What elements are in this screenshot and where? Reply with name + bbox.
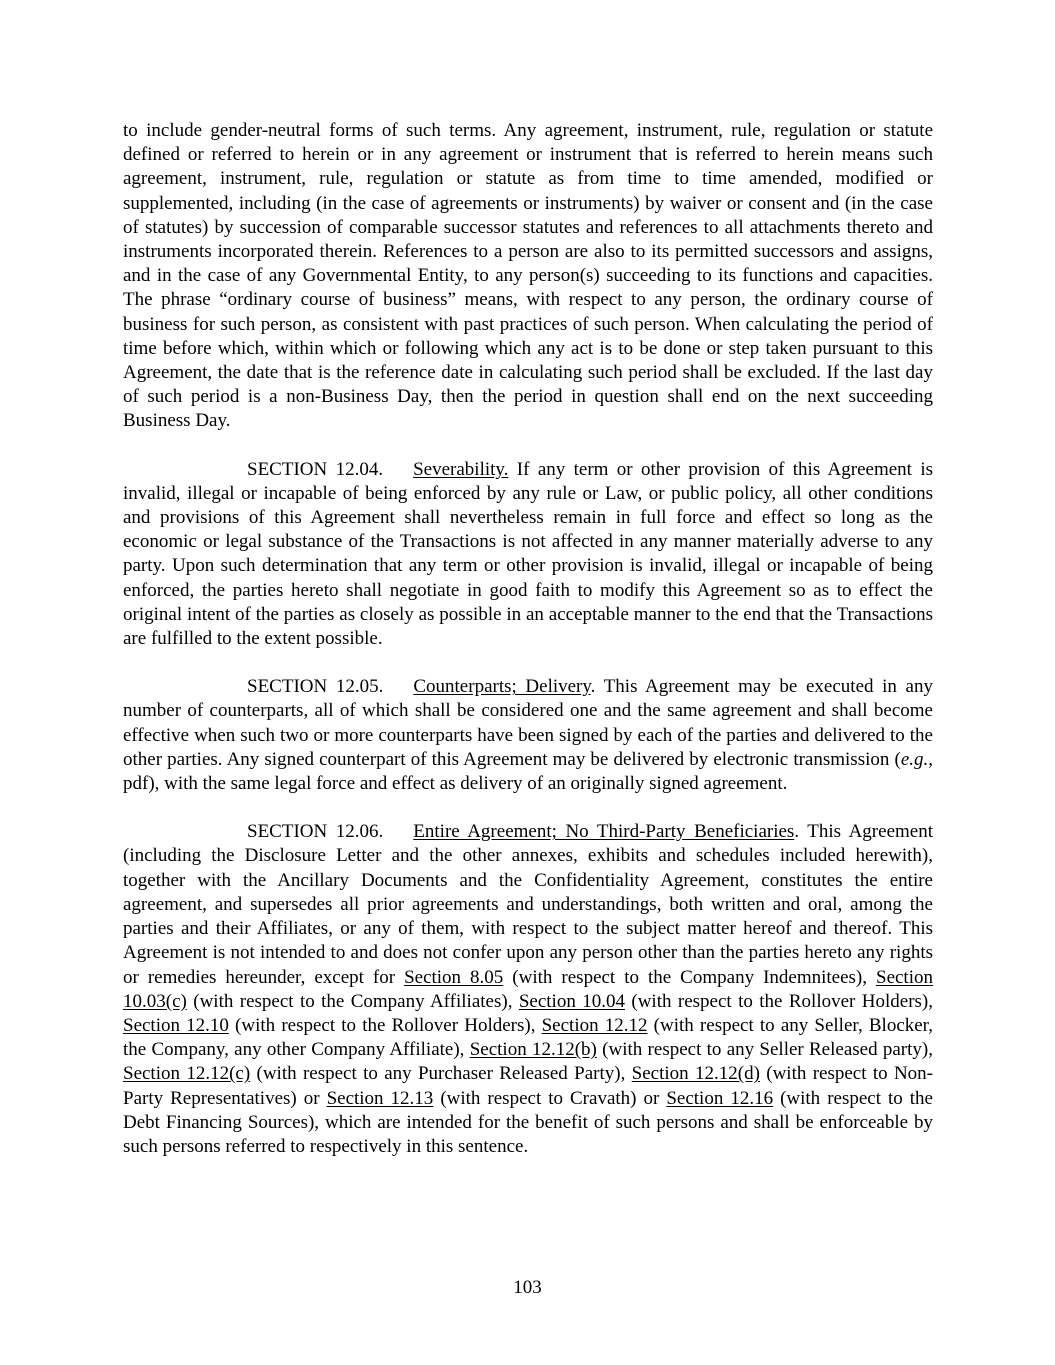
section-8-05-reference: Section 8.05 (404, 966, 504, 988)
section-12-12-reference: Section 12.12 (541, 1014, 648, 1036)
body-text: (with respect to the Company Indemnitees), (503, 966, 876, 988)
section-12-06-heading: Entire Agreement; No Third-Party Beneficiaries (413, 821, 795, 843)
section-12-06-entire-agreement-paragraph (123, 820, 933, 1159)
eg-abbreviation: e.g. (900, 748, 929, 770)
page-number: 103 (513, 1277, 542, 1298)
body-text: (with respect to the Company Affiliates), (186, 990, 519, 1012)
body-text: . This Agreement may be executed in any number of counterparts, all of which shall be considered one and the same agreement and shall become effective when such two or more counterparts have been signed by each of the parties and delivered to the other parties. Any signed counterpart of this Agreement may be delivered by electronic transmission ( (123, 676, 933, 770)
section-12-05-counterparts-paragraph (123, 675, 933, 796)
page-footer (0, 1276, 1055, 1300)
body-text: (with respect to any Purchaser Released Party), (250, 1063, 632, 1085)
body-text: If any term or other provision of this Agreement is invalid, illegal or incapable of being enforced by any rule or Law, or public policy, all other conditions and provisions of this Agreement shall nevertheless remain in full force and effect so long as the economic or legal substance of the Transactions is not affected in any manner materially adverse to any party. Upon such determination that any term or other provision is invalid, illegal or incapable of being enforced, the parties hereto shall negotiate in good faith to modify this Agreement so as to effect the original intent of the parties as closely as possible in an acceptable manner to the end that the Transactions are fulfilled to the extent possible. (123, 458, 933, 650)
body-text: SECTION 12.06. (247, 821, 384, 843)
body-text: . This Agreement (including the Disclosure Letter and the other annexes, exhibits and schedules included herewith), together with the Ancillary Documents and the Confidentiality Agreement, constitutes the entire agreement, and supersedes all prior agreements and understandings, both written and oral, among the parties and their Affiliates, or any of them, with respect to the subject matter hereof and thereof. This Agreement is not intended to and does not confer upon any person other than the parties hereto any rights or remedies hereunder, except for (123, 821, 933, 988)
section-12-04-severability-paragraph (123, 458, 933, 652)
body-text: , pdf), with the same legal force and effect as delivery of an originally signed agreement. (123, 748, 933, 795)
section-12-13-reference: Section 12.13 (326, 1087, 434, 1109)
body-text: (with respect to any Seller Released party), (596, 1039, 933, 1061)
body-text: (with respect to Non-Party Representatives) or (123, 1063, 933, 1109)
document-body (123, 119, 933, 1183)
body-text: (with respect to any Seller, Blocker, the Company, any other Company Affiliate), (123, 1014, 933, 1061)
body-text: (with respect to the Rollover Holders), (624, 990, 933, 1012)
body-text: SECTION 12.05. (247, 676, 384, 698)
section-12-04-heading: Severability. (413, 458, 509, 480)
section-12-12d-reference: Section 12.12(d) (631, 1063, 760, 1085)
section-12-05-heading: Counterparts; Delivery (413, 676, 591, 698)
body-text: (with respect to the Rollover Holders), (228, 1014, 542, 1036)
section-10-04-reference: Section 10.04 (518, 990, 625, 1012)
body-text: (with respect to Cravath) or (433, 1087, 667, 1109)
body-text: SECTION 12.04. (247, 458, 384, 480)
body-text: (with respect to the Debt Financing Sources), which are intended for the benefit of such persons and shall be enforceable by such persons referred to respectively in this sentence. (123, 1087, 933, 1157)
section-12-12c-reference: Section 12.12(c) (123, 1063, 251, 1085)
body-text: to include gender-neutral forms of such terms. Any agreement, instrument, rule, regulation or statute defined or referred to herein or in any agreement or instrument that is referred to herein means such agreement, instrument, rule, regulation or statute as from time to time amended, modified or supplemented, including (in the case of agreements or instruments) by waiver or consent and (in the case of statutes) by succession of comparable successor statutes and references to all attachments thereto and instruments incorporated therein. References to a person are also to its permitted successors and assigns, and in the case of any Governmental Entity, to any person(s) succeeding to its functions and capacities. The phrase “ordinary course of business” means, with respect to any person, the ordinary course of business for such person, as consistent with past practices of such person. When calculating the period of time before which, within which or following which any act is to be done or step taken pursuant to this Agreement, the date that is the reference date in calculating such period shall be excluded. If the last day of such period is a non-Business Day, then the period in question shall end on the next succeeding Business Day. (123, 120, 933, 432)
continuation-paragraph (123, 119, 933, 434)
section-12-16-reference: Section 12.16 (666, 1087, 774, 1109)
section-12-10-reference: Section 12.10 (123, 1014, 229, 1036)
section-12-12b-reference: Section 12.12(b) (469, 1039, 597, 1061)
section-10-03c-reference: Section 10.03(c) (123, 966, 933, 1012)
